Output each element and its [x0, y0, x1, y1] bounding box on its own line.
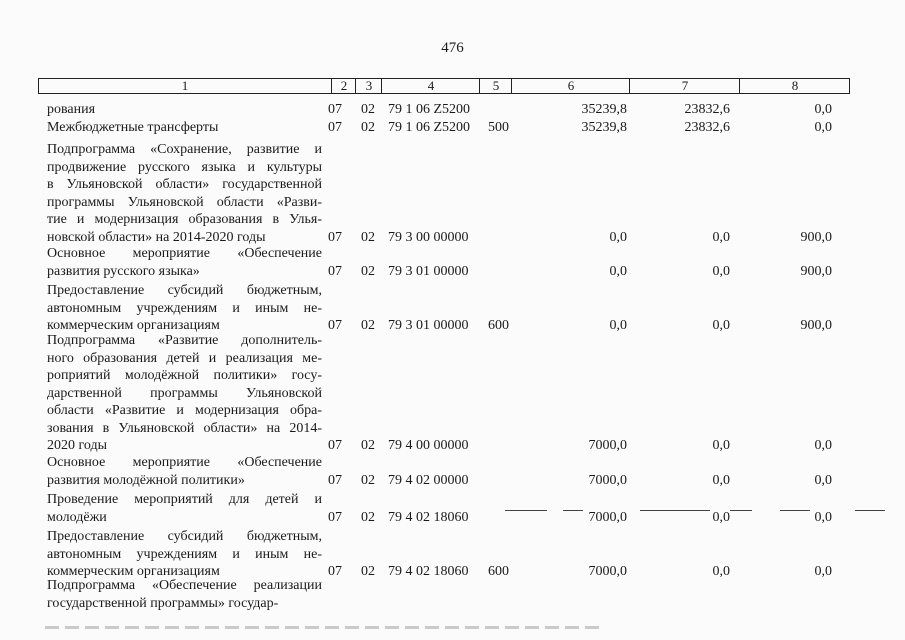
description-line: рования [47, 102, 96, 117]
description-line: автономным учреждениям и иным не- [47, 546, 322, 562]
cell-c8: 0,0 [814, 564, 832, 579]
cell-c4: 79 4 02 18060 [388, 564, 469, 579]
scan-dash [855, 510, 885, 511]
header-col-5: 5 [479, 79, 512, 93]
description-line: зования в Ульяновской области» на 2014- [47, 420, 322, 436]
cell-c2: 07 [328, 509, 342, 525]
cell-c6: 0,0 [609, 263, 627, 279]
cell-c5: 600 [488, 564, 509, 579]
cell-c7: 0,0 [712, 263, 730, 279]
row-description [47, 245, 322, 280]
description-line: в Ульяновской области» государственной [47, 177, 322, 192]
header-col-4: 4 [381, 79, 480, 93]
cell-c7: 0,0 [712, 438, 730, 453]
cell-c7: 0,0 [712, 229, 730, 245]
cell-c3: 02 [361, 229, 375, 245]
description-line: программы Ульяновской области «Разви- [47, 194, 322, 210]
cell-c7: 0,0 [712, 564, 730, 579]
cell-c8: 900,0 [800, 318, 832, 333]
description-line: Подпрограмма «Развитие дополнитель- [47, 333, 322, 348]
description-line: государственной программы» государ- [47, 595, 279, 611]
scan-noise [45, 626, 605, 629]
cell-c2: 07 [328, 318, 342, 333]
cell-c8: 0,0 [814, 438, 832, 453]
cell-c6: 0,0 [609, 318, 627, 333]
description-line: коммерческим организациям [47, 564, 220, 579]
header-col-3: 3 [355, 79, 382, 93]
cell-c8: 0,0 [814, 102, 832, 117]
description-line: новской области» на 2014-2020 годы [47, 229, 266, 245]
scan-dash [563, 510, 583, 511]
cell-c7: 23832,6 [684, 102, 730, 117]
cell-c2: 07 [328, 263, 342, 279]
cell-c2: 07 [328, 472, 342, 488]
cell-c4: 79 1 06 Z5200 [388, 102, 471, 117]
header-col-2: 2 [331, 79, 356, 93]
description-line: коммерческим организациям [47, 318, 220, 333]
description-line: автономным учреждениям и иным не- [47, 300, 322, 316]
row-description [47, 491, 322, 526]
scan-dash [730, 510, 752, 511]
description-line: продвижение русского языка и культуры [47, 159, 322, 175]
cell-c3: 02 [361, 102, 375, 117]
cell-c7: 0,0 [712, 318, 730, 333]
description-line: Подпрограмма «Сохранение, развитие и [47, 142, 322, 157]
description-line: тие и модернизация образования в Улья- [47, 212, 322, 227]
cell-c4: 79 3 00 00000 [388, 229, 469, 245]
row-description [47, 282, 322, 335]
cell-c6: 0,0 [609, 229, 627, 245]
cell-c7: 23832,6 [684, 120, 730, 135]
cell-c4: 79 4 02 00000 [388, 472, 469, 488]
cell-c6: 35239,8 [581, 102, 627, 117]
scan-dash [780, 510, 810, 511]
cell-c8: 0,0 [814, 120, 832, 135]
description-line: Предоставление субсидий бюджетным, [47, 283, 322, 298]
description-line: Межбюджетные трансферты [47, 120, 219, 135]
row-description [47, 101, 322, 119]
cell-c6: 35239,8 [581, 120, 627, 135]
cell-c2: 07 [328, 120, 342, 135]
description-line: Проведение мероприятий для детей и [47, 492, 322, 507]
cell-c6: 7000,0 [588, 438, 627, 453]
cell-c8: 900,0 [800, 263, 832, 279]
scan-dash [505, 510, 547, 511]
header-col-8: 8 [739, 79, 850, 93]
cell-c8: 900,0 [800, 229, 832, 245]
page-number: 476 [441, 40, 464, 56]
cell-c8: 0,0 [814, 472, 832, 488]
cell-c2: 07 [328, 229, 342, 245]
row-description [47, 528, 322, 581]
row-description [47, 454, 322, 489]
cell-c8: 0,0 [814, 509, 832, 525]
cell-c6: 7000,0 [588, 509, 627, 525]
description-line: ного образования детей и реализация ме- [47, 350, 322, 366]
cell-c4: 79 3 01 00000 [388, 263, 469, 279]
cell-c7: 0,0 [712, 509, 730, 525]
cell-c4: 79 4 00 00000 [388, 438, 469, 453]
cell-c7: 0,0 [712, 472, 730, 488]
cell-c2: 07 [328, 438, 342, 453]
cell-c6: 7000,0 [588, 472, 627, 488]
description-line: области «Развитие и модернизация обра- [47, 403, 322, 418]
cell-c4: 79 1 06 Z5200 [388, 120, 471, 135]
cell-c3: 02 [361, 438, 375, 453]
description-line: Основное мероприятие «Обеспечение [47, 246, 322, 261]
row-description [47, 332, 322, 455]
cell-c3: 02 [361, 472, 375, 488]
description-line: развития русского языка» [47, 263, 200, 279]
cell-c5: 500 [488, 120, 509, 135]
description-line: дарственной программы Ульяновской [47, 385, 322, 401]
table-header [38, 78, 850, 94]
cell-c4: 79 4 02 18060 [388, 509, 469, 525]
description-line: молодёжи [47, 509, 107, 525]
description-line: Предоставление субсидий бюджетным, [47, 529, 322, 544]
description-line: Подпрограмма «Обеспечение реализации [47, 578, 322, 593]
cell-c3: 02 [361, 318, 375, 333]
header-col-6: 6 [511, 79, 630, 93]
cell-c4: 79 3 01 00000 [388, 318, 469, 333]
header-col-1: 1 [181, 78, 189, 93]
row-description [47, 119, 322, 137]
cell-c3: 02 [361, 263, 375, 279]
description-line: Основное мероприятие «Обеспечение [47, 455, 322, 470]
cell-c2: 07 [328, 102, 342, 117]
cell-c3: 02 [361, 564, 375, 579]
description-line: роприятий молодёжной политики» госу- [47, 368, 322, 383]
scan-dash [640, 510, 710, 511]
description-line: развития молодёжной политики» [47, 472, 245, 488]
row-description [47, 141, 322, 246]
description-line: 2020 годы [47, 438, 108, 453]
cell-c2: 07 [328, 564, 342, 579]
cell-c3: 02 [361, 120, 375, 135]
cell-c5: 600 [488, 318, 509, 333]
header-col-7: 7 [629, 79, 740, 93]
row-description [47, 577, 322, 612]
cell-c3: 02 [361, 509, 375, 525]
cell-c6: 7000,0 [588, 564, 627, 579]
